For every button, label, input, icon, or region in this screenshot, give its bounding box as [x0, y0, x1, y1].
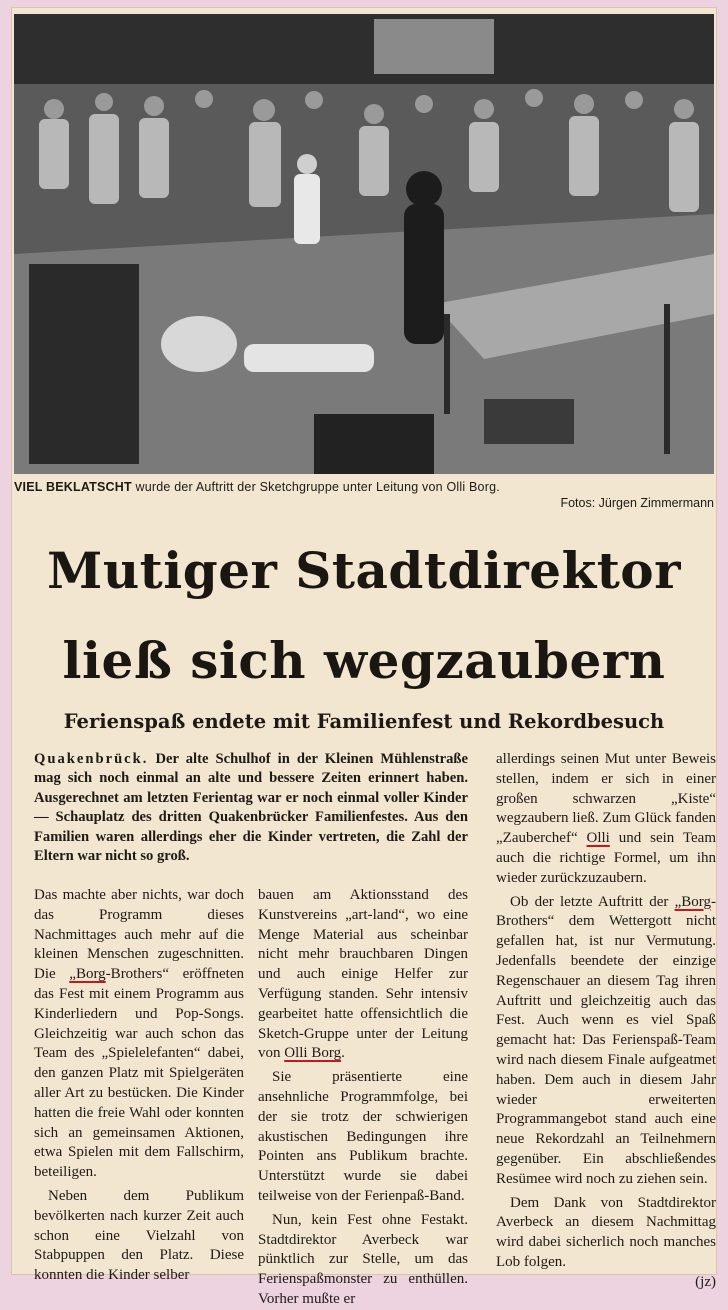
performance-photo-icon	[14, 14, 714, 474]
paragraph: Sie präsentierte eine ansehnliche Programmfolge, bei der sie trotz der schwierigen akustischen Bedingungen ihre Pointen ans Publikum brachte. Unterstützt wurde sie dabei teilweise von der Ferienpaß-Band.	[258, 1069, 468, 1204]
headline-line-2: ließ sich wegzaubern	[62, 631, 666, 690]
headline-line-1: Mutiger Stadtdirektor	[46, 541, 681, 600]
text-run: -Brothers“ dem Wettergott nicht gefallen hat, ist nur Vermutung. Jedenfalls beendete der einzige Regenschauer an diesem Tag ihren Auftritt und gleichzeitig auch das Fest. Auch wenn es viel Spaß gemacht hat: Das Ferienspaß-Team wird nach diesem Finale aufgeatmet haben. Dem auch in diesem Jahr wieder erweiterten Programmangebot stand auch eine neue Rekordzahl an Teilnehmern gegenüber. Ein abschließendes Resümee wird noch zu ziehen sein.	[496, 893, 716, 1187]
text-run: und sein Team auch die richtige Formel, um ihn wieder zurückzuzaubern.	[496, 830, 716, 886]
article-column-2	[258, 886, 468, 1310]
paragraph	[496, 750, 716, 889]
paragraph: Neben dem Publikum bevölkerten nach kurzer Zeit auch schon eine Vielzahl von Stabpuppen den Platz. Diese konnten die Kinder selber	[34, 1187, 244, 1284]
text-run: allerdings seinen Mut unter Beweis stellen, indem er sich in einer großen schwarzen „Kiste“ wegzaubern ließ. Zum Glück fanden „Zauberchef“	[496, 751, 716, 847]
paragraph	[34, 886, 244, 1183]
text-run: -Brothers“ eröffneten das Fest mit einem Programm aus Kinderliedern und Pop-Songs. Gleichzeitig war auch schon das Team des „Spielelefanten“ dabei, den ganzen Platz mit Spielgeräten aller Art zu bestücken. Die Kinder hatten die freie Wahl oder konnten sich an gemeinsamen Aktionen, etwa Spielen mit dem Fallschirm, beteiligen.	[34, 966, 244, 1181]
highlighted-name: Olli Borg	[284, 1045, 342, 1062]
highlighted-name: „Borg	[674, 893, 711, 910]
paragraph: Nun, kein Fest ohne Festakt. Stadtdirektor Averbeck war pünktlich zur Stelle, um das Ferienspaßmonster zu enthüllen. Vorher mußte er	[258, 1211, 468, 1307]
article-lead	[34, 750, 468, 866]
article-column-1	[34, 886, 244, 1286]
dateline: Quakenbrück.	[34, 751, 149, 767]
article-column-3	[496, 750, 716, 1293]
author-signature: (jz)	[695, 1273, 716, 1290]
photo-caption	[14, 480, 714, 494]
paragraph	[258, 886, 468, 1064]
text-run: bauen am Aktionsstand des Kunstvereins „art-land“, wo eine Menge Material aus scheinbar nicht mehr brauchbaren Dingen und auch einige Helfer zur Verfügung standen. Sehr intensiv gearbeitet hatte offensichtlich die Sketch-Gruppe unter der Leitung von	[258, 887, 468, 1062]
lead-text: Der alte Schulhof in der Kleinen Mühlenstraße mag sich noch einmal an alte und bessere Zeiten erinnert haben. Ausgerechnet am letzten Ferientag war er noch einmal voller Kinder — Schauplatz des dritten Quakenbrücker Familienfestes. Aus den Familien waren allerdings eher die Kinder vertreten, die Zahl der Eltern war nicht so groß.	[34, 751, 468, 865]
text-run: Das machte aber nichts, war doch das Programm dieses Nachmittages auch mehr auf die kleinen Menschen zugeschnitten. Die	[34, 887, 244, 983]
caption-lead: VIEL BEKLATSCHT	[14, 480, 132, 494]
photo-credit: Fotos: Jürgen Zimmermann	[560, 496, 714, 510]
paragraph	[496, 893, 716, 1190]
caption-text: wurde der Auftritt der Sketchgruppe unter Leitung von Olli Borg.	[131, 480, 500, 494]
highlighted-name: „Borg	[69, 966, 106, 983]
paragraph: Dem Dank von Stadtdirektor Averbeck an diesem Nachmittag wird dabei sicherlich noch manches Lob folgen.	[496, 1194, 716, 1270]
event-photo	[14, 14, 714, 474]
highlighted-name: Olli	[586, 830, 610, 847]
text-run: .	[341, 1045, 345, 1062]
text-run: Ob der letzte Auftritt der	[510, 893, 675, 910]
subheadline: Ferienspaß endete mit Familienfest und Rekordbesuch	[63, 710, 665, 733]
